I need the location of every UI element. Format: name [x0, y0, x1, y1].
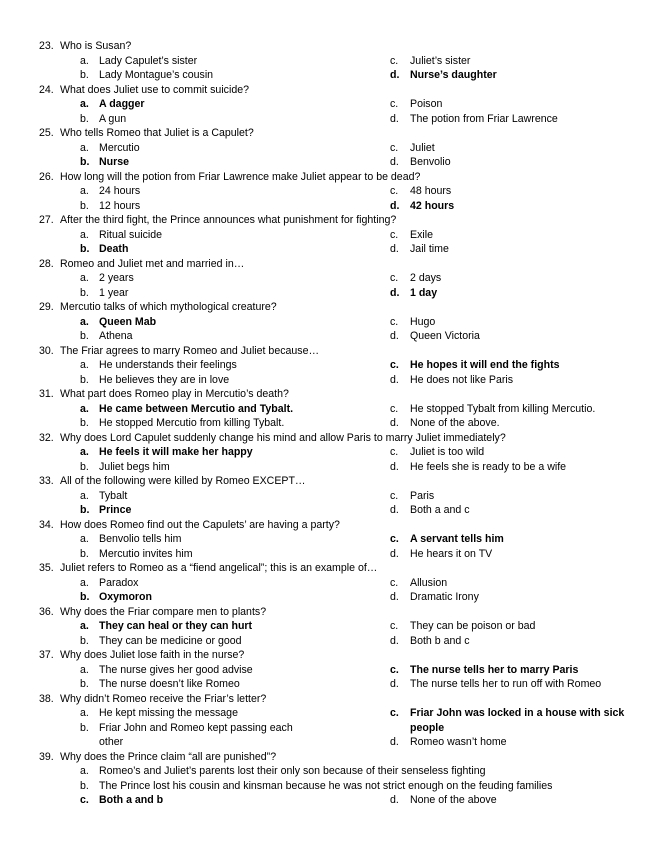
option-letter: c. — [390, 620, 399, 632]
option-text: Lady Capulet’s sister — [99, 54, 198, 67]
option-letter: c. — [390, 446, 399, 458]
question-line — [0, 561, 663, 576]
option-letter: c. — [390, 489, 399, 502]
option-text: None of the above. — [410, 417, 500, 429]
option-row — [0, 663, 663, 678]
question-text: The Friar agrees to marry Romeo and Juliet because… — [60, 344, 320, 357]
question-line — [0, 126, 663, 141]
option-letter: a. — [80, 141, 89, 154]
option-text: 1 year — [99, 286, 129, 299]
option-text: Both a and c — [410, 504, 470, 516]
option-letter: a. — [80, 228, 89, 241]
option-text: A servant tells him — [410, 533, 504, 545]
option-text: Athena — [99, 330, 133, 342]
option-letter: b. — [80, 373, 89, 386]
option-text: 1 day — [410, 286, 438, 299]
question-number: 28. — [39, 257, 54, 270]
question-number: 30. — [39, 344, 54, 357]
option-letter: a. — [80, 315, 89, 328]
question-text: Why does the Friar compare men to plants? — [60, 605, 267, 618]
option-text: Oxymoron — [99, 591, 152, 603]
option-letter: d. — [390, 112, 399, 125]
option-text: Allusion — [410, 576, 448, 589]
question-line — [0, 170, 663, 185]
question-number: 31. — [39, 388, 54, 400]
option-letter: c. — [390, 663, 399, 676]
option-text: Paris — [410, 489, 435, 502]
option-text: Juliet begs him — [99, 460, 170, 473]
option-row — [0, 590, 663, 605]
option-letter: c. — [390, 707, 399, 719]
option-text: Romeo wasn’t home — [410, 736, 507, 748]
question-text: Why does Juliet lose faith in the nurse? — [60, 649, 245, 661]
option-text: Friar John and Romeo kept passing each other — [99, 721, 293, 748]
question-number: 34. — [39, 518, 54, 531]
question-line — [0, 344, 663, 359]
option-letter: b. — [80, 112, 89, 125]
option-text: 2 years — [99, 272, 134, 284]
question-line — [0, 39, 663, 54]
option-letter: b. — [80, 417, 89, 429]
option-text: Both b and c — [410, 634, 470, 647]
option-row — [0, 503, 663, 518]
option-letter: c. — [390, 98, 399, 110]
option-row — [0, 402, 663, 417]
question-text: Mercutio talks of which mythological creature? — [60, 301, 277, 313]
option-text: Death — [99, 243, 129, 255]
question-text: Juliet refers to Romeo as a “fiend angelical”; this is an example of… — [60, 562, 378, 574]
option-letter: a. — [80, 533, 89, 545]
option-letter: a. — [80, 576, 89, 589]
option-letter: c. — [390, 185, 399, 197]
option-text: 12 hours — [99, 199, 141, 212]
question-number: 25. — [39, 127, 54, 139]
option-letter: d. — [390, 199, 400, 212]
question-text: After the third fight, the Prince announces what punishment for fighting? — [60, 214, 397, 226]
option-letter: b. — [80, 69, 89, 81]
option-letter: c. — [390, 54, 399, 67]
option-letter: b. — [80, 779, 89, 792]
option-row — [0, 329, 663, 344]
option-letter: b. — [80, 547, 89, 560]
option-text: 24 hours — [99, 185, 141, 197]
option-text: He stopped Mercutio from killing Tybalt. — [99, 417, 285, 429]
option-row — [0, 706, 663, 734]
option-text: Tybalt — [99, 489, 128, 502]
option-letter: c. — [390, 228, 399, 241]
option-text: 2 days — [410, 272, 442, 284]
option-letter: a. — [80, 359, 89, 371]
option-text: He believes they are in love — [99, 373, 230, 386]
option-text: Dramatic Irony — [410, 591, 479, 603]
option-letter: a. — [80, 707, 89, 719]
question-line — [0, 692, 663, 707]
option-row — [0, 315, 663, 330]
option-letter: d. — [390, 69, 400, 81]
option-letter: d. — [390, 286, 400, 299]
option-text: Mercutio invites him — [99, 547, 193, 560]
question-text: Why does the Prince claim “all are punished”? — [60, 750, 277, 763]
option-text: Mercutio — [99, 141, 140, 154]
question-text: How long will the potion from Friar Lawrence make Juliet appear to be dead? — [60, 170, 421, 183]
option-text: Ritual suicide — [99, 228, 163, 241]
option-letter: d. — [390, 417, 399, 429]
option-row — [0, 199, 663, 214]
option-row — [0, 112, 663, 127]
option-text: He stopped Tybalt from killing Mercutio. — [410, 402, 596, 415]
option-letter: d. — [390, 794, 399, 806]
option-text: He hears it on TV — [410, 547, 493, 560]
option-letter: b. — [80, 330, 89, 342]
option-text: They can be poison or bad — [410, 620, 536, 632]
option-letter: b. — [80, 678, 89, 690]
option-letter: c. — [80, 794, 89, 806]
option-row — [0, 445, 663, 460]
option-text: Juliet is too wild — [410, 446, 485, 458]
option-text: Jail time — [410, 243, 449, 255]
question-line — [0, 213, 663, 228]
option-letter: c. — [390, 272, 399, 284]
option-letter: b. — [80, 721, 89, 734]
option-letter: b. — [80, 199, 89, 212]
option-text: Juliet’s sister — [410, 54, 471, 67]
option-text: 42 hours — [410, 199, 455, 212]
option-letter: c. — [390, 402, 399, 415]
option-text: They can be medicine or good — [99, 634, 242, 647]
option-text: Paradox — [99, 576, 139, 589]
option-row — [0, 634, 663, 649]
option-letter: d. — [390, 156, 399, 168]
option-letter: c. — [390, 576, 399, 589]
question-number: 23. — [39, 40, 54, 52]
option-row — [0, 489, 663, 504]
question-number: 27. — [39, 214, 54, 226]
question-number: 26. — [39, 170, 54, 183]
option-letter: a. — [80, 54, 89, 67]
option-text: The nurse gives her good advise — [99, 663, 253, 676]
question-line — [0, 300, 663, 315]
option-letter: d. — [390, 634, 399, 647]
question-text: Who tells Romeo that Juliet is a Capulet? — [60, 127, 254, 139]
option-row — [0, 68, 663, 83]
option-text: He understands their feelings — [99, 359, 237, 371]
question-text: Who is Susan? — [60, 40, 132, 52]
question-number: 37. — [39, 649, 54, 661]
option-letter: b. — [80, 286, 89, 299]
question-line — [0, 648, 663, 663]
question-text: Romeo and Juliet met and married in… — [60, 257, 245, 270]
option-text: None of the above — [410, 794, 497, 806]
option-row — [0, 416, 663, 431]
option-text: Hugo — [410, 315, 436, 328]
option-text: A dagger — [99, 98, 145, 110]
question-number: 36. — [39, 605, 54, 618]
option-letter: b. — [80, 504, 90, 516]
option-text: The nurse doesn’t like Romeo — [99, 678, 240, 690]
question-number: 29. — [39, 301, 54, 313]
option-row — [0, 358, 663, 373]
option-letter: c. — [390, 141, 399, 154]
option-text: The Prince lost his cousin and kinsman because he was not strict enough on the feuding families — [99, 779, 553, 792]
option-row — [0, 619, 663, 634]
question-text: Why didn’t Romeo receive the Friar’s letter? — [60, 692, 267, 705]
option-row — [0, 764, 663, 779]
option-letter: c. — [390, 359, 399, 371]
option-letter: d. — [390, 373, 399, 386]
option-text: They can heal or they can hurt — [99, 620, 253, 632]
option-letter: c. — [390, 315, 399, 328]
option-letter: a. — [80, 446, 89, 458]
option-letter: d. — [390, 504, 399, 516]
option-text: Both a and b — [99, 794, 164, 806]
question-number: 35. — [39, 562, 54, 574]
question-number: 32. — [39, 431, 54, 444]
option-text: Queen Mab — [99, 315, 157, 328]
option-letter: d. — [390, 460, 399, 473]
option-letter: a. — [80, 663, 89, 676]
question-line — [0, 474, 663, 489]
option-text: He kept missing the message — [99, 707, 238, 719]
option-letter: a. — [80, 402, 89, 415]
option-text: Benvolio tells him — [99, 533, 182, 545]
question-line — [0, 257, 663, 272]
question-text: What part does Romeo play in Mercutio’s death? — [60, 388, 289, 400]
option-text: Juliet — [410, 141, 435, 154]
option-letter: d. — [390, 330, 399, 342]
option-letter: a. — [80, 185, 89, 197]
question-text: How does Romeo find out the Capulets’ are having a party? — [60, 518, 340, 531]
question-line — [0, 750, 663, 765]
option-text: Nurse’s daughter — [410, 69, 497, 81]
question-line — [0, 518, 663, 533]
question-line — [0, 83, 663, 98]
option-row — [0, 286, 663, 301]
question-line — [0, 431, 663, 446]
option-letter: d. — [390, 547, 399, 560]
option-text: Lady Montague’s cousin — [99, 69, 214, 81]
option-text: He feels it will make her happy — [99, 446, 253, 458]
option-text: Exile — [410, 228, 433, 241]
option-row — [0, 460, 663, 475]
option-letter: d. — [390, 243, 399, 255]
option-text: Nurse — [99, 156, 130, 168]
option-letter: b. — [80, 460, 89, 473]
option-letter: a. — [80, 489, 89, 502]
option-text: The nurse tells her to marry Paris — [410, 663, 579, 676]
option-row — [0, 793, 663, 808]
option-text: Poison — [410, 98, 443, 110]
option-letter: a. — [80, 765, 89, 777]
option-letter: d. — [390, 736, 399, 748]
option-text: Queen Victoria — [410, 330, 480, 342]
option-text: Romeo’s and Juliet’s parents lost their only son because of their senseless fighting — [99, 765, 486, 777]
option-row — [0, 54, 663, 69]
option-row — [0, 155, 663, 170]
option-row — [0, 373, 663, 388]
option-letter: a. — [80, 620, 89, 632]
question-number: 24. — [39, 83, 54, 96]
option-row — [0, 532, 663, 547]
question-number: 33. — [39, 475, 54, 487]
question-line — [0, 387, 663, 402]
option-text: Prince — [99, 504, 132, 516]
option-row — [0, 271, 663, 286]
option-row — [0, 779, 663, 794]
question-number: 38. — [39, 692, 54, 705]
option-text: Benvolio — [410, 156, 451, 168]
option-letter: b. — [80, 156, 90, 168]
option-row — [0, 576, 663, 591]
option-text: 48 hours — [410, 185, 452, 197]
option-row — [0, 242, 663, 257]
option-text: The potion from Friar Lawrence — [410, 112, 558, 125]
option-row — [0, 228, 663, 243]
option-letter: b. — [80, 243, 90, 255]
option-row — [0, 721, 663, 750]
question-text: What does Juliet use to commit suicide? — [60, 83, 250, 96]
option-letter: b. — [80, 634, 89, 647]
option-letter: a. — [80, 98, 89, 110]
option-text: He hopes it will end the fights — [410, 359, 560, 371]
option-row — [0, 547, 663, 562]
question-text: All of the following were killed by Romeo EXCEPT… — [60, 475, 306, 487]
question-number: 39. — [39, 750, 54, 763]
option-row — [0, 184, 663, 199]
option-text: He feels she is ready to be a wife — [410, 460, 567, 473]
option-letter: b. — [80, 591, 90, 603]
option-text: The nurse tells her to run off with Romeo — [410, 678, 602, 690]
quiz-document — [0, 39, 663, 808]
option-row — [0, 141, 663, 156]
option-text: He does not like Paris — [410, 373, 514, 386]
option-text: Friar John was locked in a house with sick people — [410, 707, 625, 734]
option-letter: d. — [390, 591, 399, 603]
option-letter: c. — [390, 533, 399, 545]
option-letter: a. — [80, 272, 89, 284]
option-row — [0, 677, 663, 692]
question-line — [0, 605, 663, 620]
option-text: A gun — [99, 112, 127, 125]
option-text: He came between Mercutio and Tybalt. — [99, 402, 294, 415]
option-letter: d. — [390, 678, 399, 690]
question-text: Why does Lord Capulet suddenly change his mind and allow Paris to marry Juliet immediately? — [60, 431, 506, 444]
option-row — [0, 97, 663, 112]
